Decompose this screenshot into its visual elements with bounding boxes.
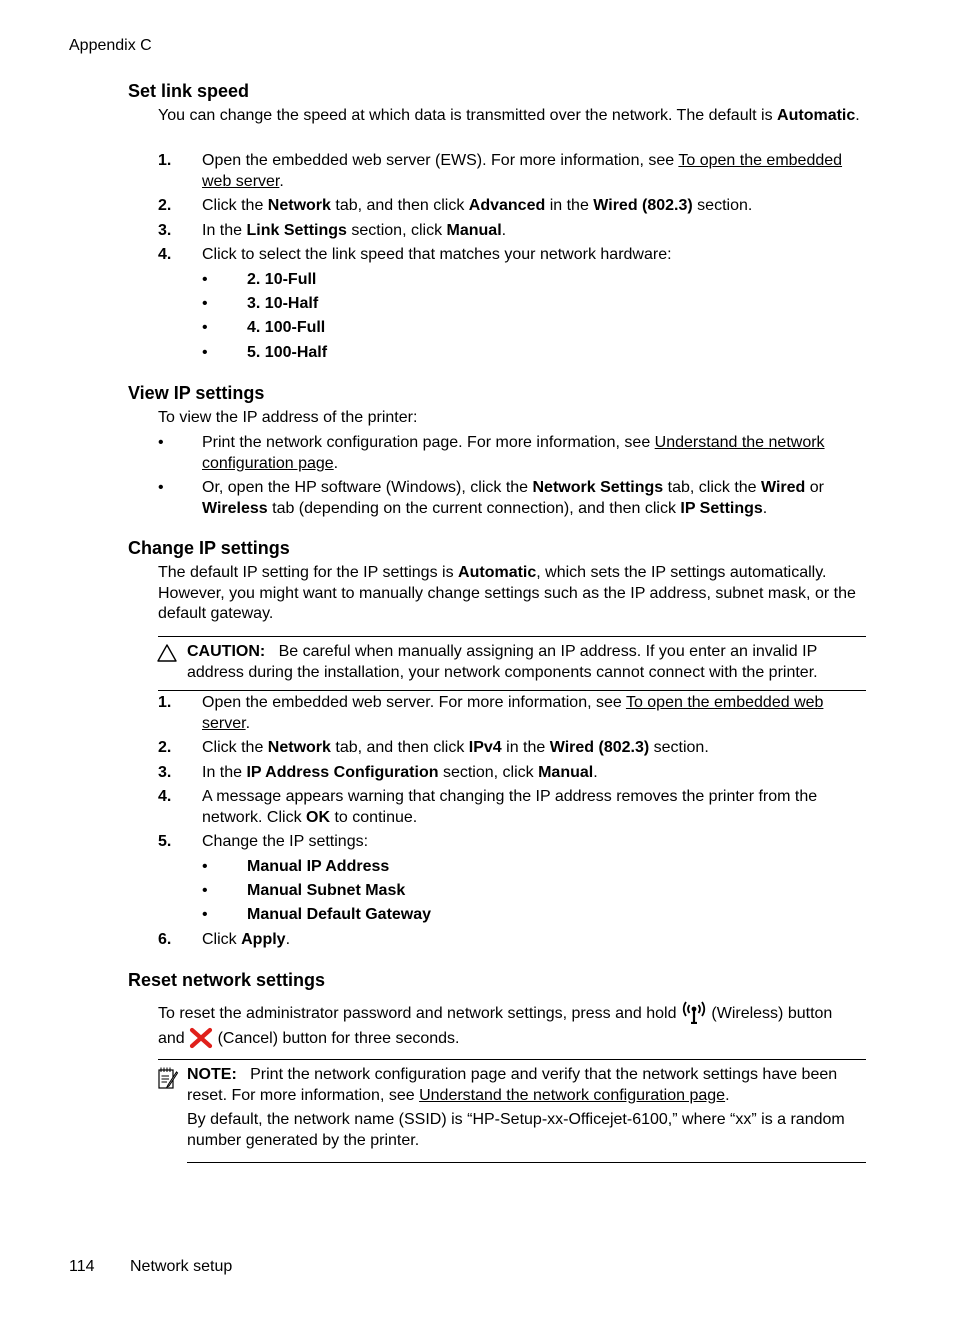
ip-setting-option: • Manual Default Gateway xyxy=(202,906,432,923)
note-ssid-paragraph: By default, the network name (SSID) is “HP-Setup-xx-Officejet-6100,” where “xx” is a random number generated by the printer. xyxy=(187,1111,845,1149)
link-speed-intro: You can change the speed at which data is transmitted over the network. The default is Automatic. xyxy=(158,107,860,124)
change-ip-step-5: 5. Change the IP settings: xyxy=(158,833,369,850)
change-ip-step-2: 2. Click the Network tab, and then click IPv4 in the Wired (802.3) section. xyxy=(158,739,709,756)
change-ip-intro: The default IP setting for the IP settings is Automatic, which sets the IP settings automatically. However, you might want to manually change settings such as the IP address, subnet mask, or the default gateway. xyxy=(158,564,856,622)
link-speed-option: • 4. 100-Full xyxy=(202,319,326,336)
note-pad-icon xyxy=(157,1066,179,1090)
view-ip-intro: To view the IP address of the printer: xyxy=(158,409,418,426)
link-speed-step-1: 1. Open the embedded web server (EWS). For more information, see To open the embedded web server. xyxy=(158,152,843,190)
caution-label: CAUTION: xyxy=(187,643,266,660)
view-ip-bullet-2: • Or, open the HP software (Windows), click the Network Settings tab, click the Wired or Wireless tab (depending on the current connection), and then click IP Settings. xyxy=(158,479,824,517)
ip-setting-option: • Manual Subnet Mask xyxy=(202,882,406,899)
change-ip-step-1: 1. Open the embedded web server. For more information, see To open the embedded web server. xyxy=(158,694,824,732)
page-header: Appendix C xyxy=(69,37,152,54)
note-label: NOTE: xyxy=(187,1066,237,1083)
note-callout: NOTE: Print the network configuration page and verify that the network settings have been reset. For more information, see Understand the network configuration page. By default, the network name (SSID) is “HP-Setup-xx-Officejet-6100,” where “xx” is a random number generated by the printer. xyxy=(187,1065,866,1151)
cancel-x-icon xyxy=(189,1027,213,1049)
heading-view-ip-settings: View IP settings xyxy=(128,383,265,403)
link-speed-option: • 2. 10-Full xyxy=(202,271,317,288)
link-understand-network-config-cont[interactable]: configuration page xyxy=(202,454,334,472)
reset-paragraph: To reset the administrator password and network settings, press and hold (Wireless) button and (Cancel) button for three seconds. xyxy=(158,1000,866,1051)
change-ip-step-3: 3. In the IP Address Configuration section, click Manual. xyxy=(158,764,598,781)
link-speed-option: • 5. 100-Half xyxy=(202,344,328,361)
wireless-icon xyxy=(681,1000,707,1024)
note-top-rule xyxy=(158,1059,866,1060)
link-open-ews-2-cont[interactable]: server xyxy=(202,714,246,732)
heading-set-link-speed: Set link speed xyxy=(128,81,250,101)
view-ip-bullet-1: • Print the network configuration page. For more information, see Understand the network configuration page. xyxy=(158,434,825,472)
link-speed-step-4: 4. Click to select the link speed that matches your network hardware: xyxy=(158,246,672,263)
heading-change-ip-settings: Change IP settings xyxy=(128,538,290,558)
caution-bottom-rule xyxy=(158,690,866,691)
page-footer xyxy=(69,1257,232,1278)
link-open-ews-cont[interactable]: web server xyxy=(202,172,280,190)
caution-callout: CAUTION: Be careful when manually assigning an IP address. If you enter an invalid IP address during the installation, your network components cannot connect with the printer. xyxy=(187,643,818,681)
link-speed-step-3: 3. In the Link Settings section, click Manual. xyxy=(158,222,507,239)
page-number: 114 xyxy=(69,1258,95,1275)
link-open-ews-2[interactable]: To open the embedded web xyxy=(625,694,824,711)
link-speed-option: • 3. 10-Half xyxy=(202,295,319,312)
note-bottom-rule xyxy=(187,1162,866,1163)
footer-section: Network setup xyxy=(130,1258,233,1275)
link-understand-network-config[interactable]: Understand the network xyxy=(654,434,825,451)
link-open-ews[interactable]: To open the embedded xyxy=(678,152,843,169)
caution-top-rule xyxy=(158,636,866,637)
link-understand-network-config-2[interactable]: Understand the network configuration page xyxy=(419,1086,726,1104)
link-speed-step-2: 2. Click the Network tab, and then click Advanced in the Wired (802.3) section. xyxy=(158,197,753,214)
caution-triangle-icon xyxy=(157,644,177,662)
ip-setting-option: • Manual IP Address xyxy=(202,858,390,875)
heading-reset-network-settings: Reset network settings xyxy=(128,970,326,990)
change-ip-step-4: 4. A message appears warning that changing the IP address removes the printer from the network. Click OK to continue. xyxy=(158,788,818,826)
change-ip-step-6: 6. Click Apply. xyxy=(158,931,291,948)
